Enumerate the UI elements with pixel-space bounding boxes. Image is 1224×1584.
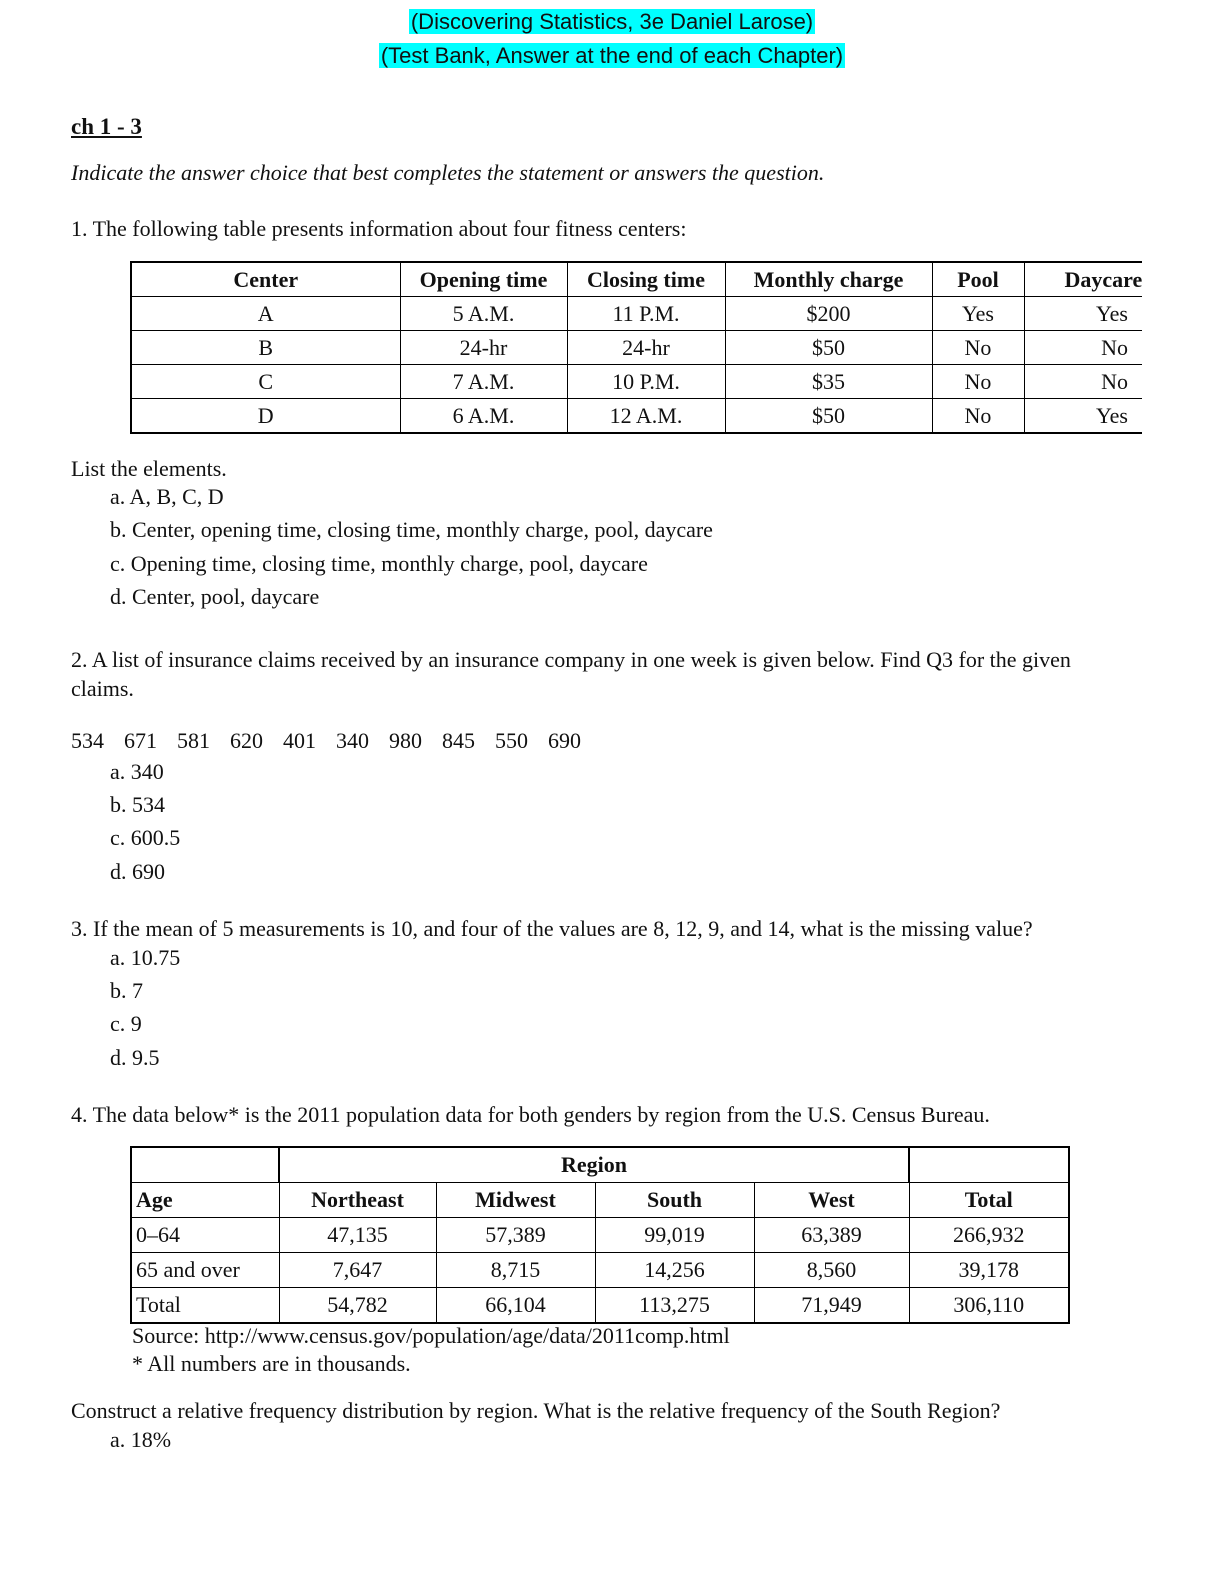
- table-cell: 8,715: [436, 1253, 595, 1288]
- table-cell: $50: [725, 331, 932, 365]
- answer-option[interactable]: d. 9.5: [110, 1045, 160, 1070]
- table-cell: 66,104: [436, 1288, 595, 1324]
- table-cell: Yes: [1024, 399, 1142, 434]
- table-cell: 63,389: [754, 1218, 909, 1253]
- table-cell: 266,932: [909, 1218, 1069, 1253]
- table-row: [131, 1253, 1069, 1288]
- column-header: Center: [131, 262, 400, 297]
- claims-list: [71, 728, 601, 754]
- table-cell: 5 A.M.: [400, 297, 567, 331]
- table-row: [131, 399, 1142, 434]
- table-cell: 306,110: [909, 1288, 1069, 1324]
- column-header: West: [754, 1183, 909, 1218]
- table-cell: Yes: [932, 297, 1024, 331]
- answer-option[interactable]: b. 534: [110, 792, 165, 817]
- answer-option[interactable]: d. 690: [110, 859, 165, 884]
- table-cell: 0–64: [131, 1218, 279, 1253]
- table-row: [131, 1218, 1069, 1253]
- source-citation: Source: http://www.census.gov/population/age/data/2011comp.html: [132, 1323, 730, 1348]
- table-cell: D: [131, 399, 400, 434]
- table-cell: 24-hr: [400, 331, 567, 365]
- column-header: Monthly charge: [725, 262, 932, 297]
- column-header: Pool: [932, 262, 1024, 297]
- claim-value: 581: [177, 728, 210, 753]
- table-cell: 7 A.M.: [400, 365, 567, 399]
- answer-option[interactable]: c. Opening time, closing time, monthly charge, pool, daycare: [110, 551, 648, 576]
- table-cell: 8,560: [754, 1253, 909, 1288]
- table-cell: No: [1024, 365, 1142, 399]
- column-header: Northeast: [279, 1183, 436, 1218]
- table-cell: $200: [725, 297, 932, 331]
- answer-option[interactable]: a. 340: [110, 759, 164, 784]
- header-line-1: [0, 9, 1224, 35]
- region-label: Region: [279, 1147, 909, 1183]
- answer-option[interactable]: b. Center, opening time, closing time, monthly charge, pool, daycare: [110, 517, 713, 542]
- question-4-prompt: Construct a relative frequency distribution by region. What is the relative frequency of the South Region?: [71, 1398, 1001, 1423]
- instructions: Indicate the answer choice that best completes the statement or answers the question.: [71, 160, 825, 185]
- column-header: Closing time: [567, 262, 725, 297]
- answer-option[interactable]: d. Center, pool, daycare: [110, 584, 320, 609]
- table-cell: 11 P.M.: [567, 297, 725, 331]
- table-cell: B: [131, 331, 400, 365]
- footnote: * All numbers are in thousands.: [132, 1351, 411, 1376]
- claim-value: 401: [283, 728, 316, 753]
- table-cell: 99,019: [595, 1218, 754, 1253]
- table-cell: A: [131, 297, 400, 331]
- fitness-centers-table: [130, 261, 1142, 434]
- table-cell: No: [1024, 331, 1142, 365]
- table-cell: 12 A.M.: [567, 399, 725, 434]
- table-cell: 14,256: [595, 1253, 754, 1288]
- table-cell: 39,178: [909, 1253, 1069, 1288]
- column-header: Age: [131, 1183, 279, 1218]
- empty-header-cell: [131, 1147, 279, 1183]
- question-2-text: 2. A list of insurance claims received by an insurance company in one week is given below. Find Q3 for the given claims.: [71, 647, 1071, 701]
- claim-value: 671: [124, 728, 157, 753]
- header-line-2-text: (Test Bank, Answer at the end of each Chapter): [380, 43, 844, 68]
- question-1-text: 1. The following table presents information about four fitness centers:: [71, 216, 687, 241]
- table-cell: Yes: [1024, 297, 1142, 331]
- claim-value: 980: [389, 728, 422, 753]
- table-cell: $35: [725, 365, 932, 399]
- table-row: [131, 1288, 1069, 1324]
- table-row: [131, 297, 1142, 331]
- column-header: Total: [909, 1183, 1069, 1218]
- answer-option[interactable]: c. 9: [110, 1011, 142, 1036]
- table-cell: 57,389: [436, 1218, 595, 1253]
- region-header-row: [131, 1147, 1069, 1183]
- table-cell: 54,782: [279, 1288, 436, 1324]
- header-line-1-text: (Discovering Statistics, 3e Daniel Larose): [410, 9, 814, 34]
- table-cell: Total: [131, 1288, 279, 1324]
- population-table: [130, 1146, 1070, 1324]
- question-1-prompt: List the elements.: [71, 456, 227, 481]
- question-3-text: 3. If the mean of 5 measurements is 10, and four of the values are 8, 12, 9, and 14, what is the missing value?: [71, 916, 1033, 941]
- column-header: South: [595, 1183, 754, 1218]
- table-cell: $50: [725, 399, 932, 434]
- claim-value: 690: [548, 728, 581, 753]
- answer-option[interactable]: b. 7: [110, 978, 143, 1003]
- source-note: [132, 1322, 730, 1378]
- answer-option[interactable]: a. 10.75: [110, 945, 181, 970]
- question-4-text: 4. The data below* is the 2011 population data for both genders by region from the U.S. Census Bureau.: [71, 1102, 990, 1127]
- table-cell: No: [932, 365, 1024, 399]
- claim-value: 550: [495, 728, 528, 753]
- column-header: Midwest: [436, 1183, 595, 1218]
- table-cell: 113,275: [595, 1288, 754, 1324]
- answer-option[interactable]: c. 600.5: [110, 825, 181, 850]
- claim-value: 845: [442, 728, 475, 753]
- table-cell: 65 and over: [131, 1253, 279, 1288]
- table-cell: No: [932, 331, 1024, 365]
- table-cell: 10 P.M.: [567, 365, 725, 399]
- table-cell: 47,135: [279, 1218, 436, 1253]
- table-row: [131, 331, 1142, 365]
- table-cell: 24-hr: [567, 331, 725, 365]
- claim-value: 620: [230, 728, 263, 753]
- header-line-2: [0, 43, 1224, 69]
- table-cell: 71,949: [754, 1288, 909, 1324]
- chapter-title: ch 1 - 3: [71, 114, 142, 139]
- table-cell: 7,647: [279, 1253, 436, 1288]
- table-cell: C: [131, 365, 400, 399]
- answer-option[interactable]: a. 18%: [110, 1427, 172, 1452]
- table-header-row: [131, 262, 1142, 297]
- answer-option[interactable]: a. A, B, C, D: [110, 484, 224, 509]
- claim-value: 534: [71, 728, 104, 753]
- table-header-row: [131, 1183, 1069, 1218]
- column-header: Daycare: [1024, 262, 1142, 297]
- table-row: [131, 365, 1142, 399]
- column-header: Opening time: [400, 262, 567, 297]
- table-cell: 6 A.M.: [400, 399, 567, 434]
- table-cell: No: [932, 399, 1024, 434]
- empty-header-cell: [909, 1147, 1069, 1183]
- claim-value: 340: [336, 728, 369, 753]
